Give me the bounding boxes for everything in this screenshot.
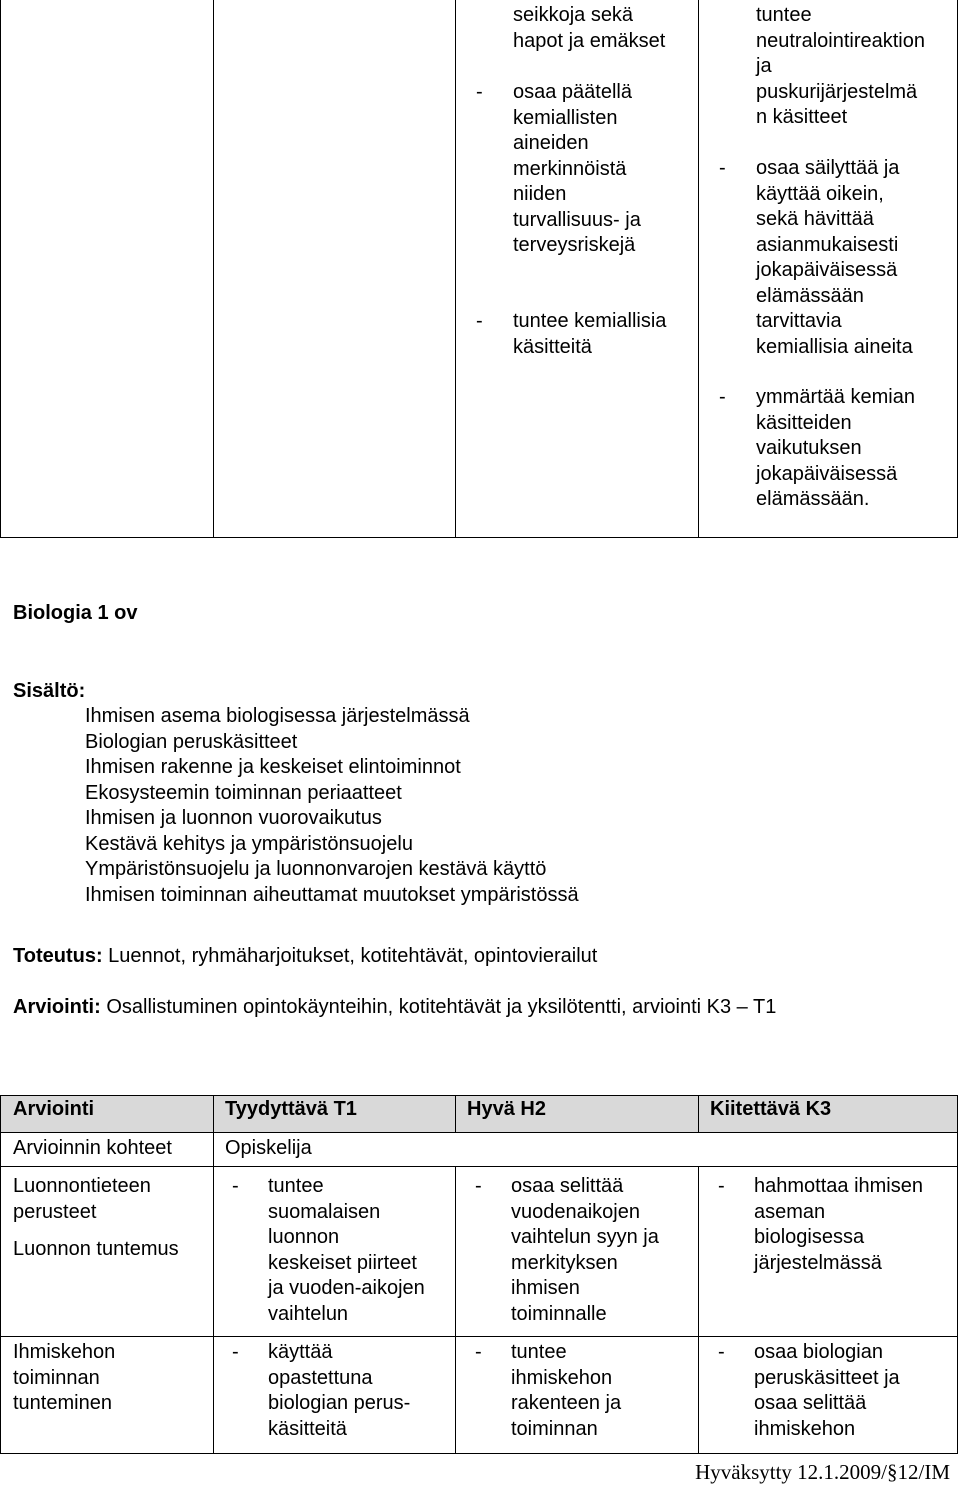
assessment-line: Arviointi: Osallistuminen opintokäynteihin, kotitehtävät ja yksilötentti, arviointi K3 – T1 [13,996,777,1018]
header-t1: Tyydyttävä T1 [225,1098,357,1120]
list-item: Ekosysteemin toiminnan periaatteet [85,781,402,804]
list-item: Biologian peruskäsitteet [85,730,298,753]
subheader-student: Opiskelija [225,1137,312,1159]
row1-target: Luonnontieteen perusteet [13,1175,151,1223]
top-col2-intro: seikkoja sekä hapot ja emäkset [513,4,666,52]
contents-label: Sisältö: [13,680,86,702]
course-title: Biologia 1 ov [13,602,138,624]
list-item: Ihmisen ja luonnon vuorovaikutus [85,807,382,829]
header-h2: Hyvä H2 [467,1098,546,1120]
list-item: Ihmisen asema biologisessa järjestelmässä [85,705,470,727]
row1-target2: Luonnon tuntemus [13,1238,179,1260]
approval-footer: Hyväksytty 12.1.2009/§12/IM [695,1460,950,1484]
header-k3: Kiitettävä K3 [710,1098,832,1120]
list-item: Ympäristönsuojelu ja luonnonvarojen kestävä käyttö [85,858,547,880]
list-item: Ihmisen rakenne ja keskeiset elintoiminnot [85,756,461,778]
row2-target: Ihmiskehon toiminnan tunteminen [13,1341,116,1414]
implementation-line: Toteutus: Luennot, ryhmäharjoitukset, kotitehtävät, opintovierailut [13,945,598,967]
subheader-targets: Arvioinnin kohteet [13,1137,172,1159]
list-item: Ihmisen toiminnan aiheuttamat muutokset ympäristössä [85,883,579,906]
contents-list [85,704,579,908]
top-col3-intro: tuntee neutralointireaktion ja puskurijärjestelmä n käsitteet [756,4,925,128]
header-arviointi: Arviointi [13,1098,95,1120]
list-item: Kestävä kehitys ja ympäristönsuojelu [85,832,413,855]
